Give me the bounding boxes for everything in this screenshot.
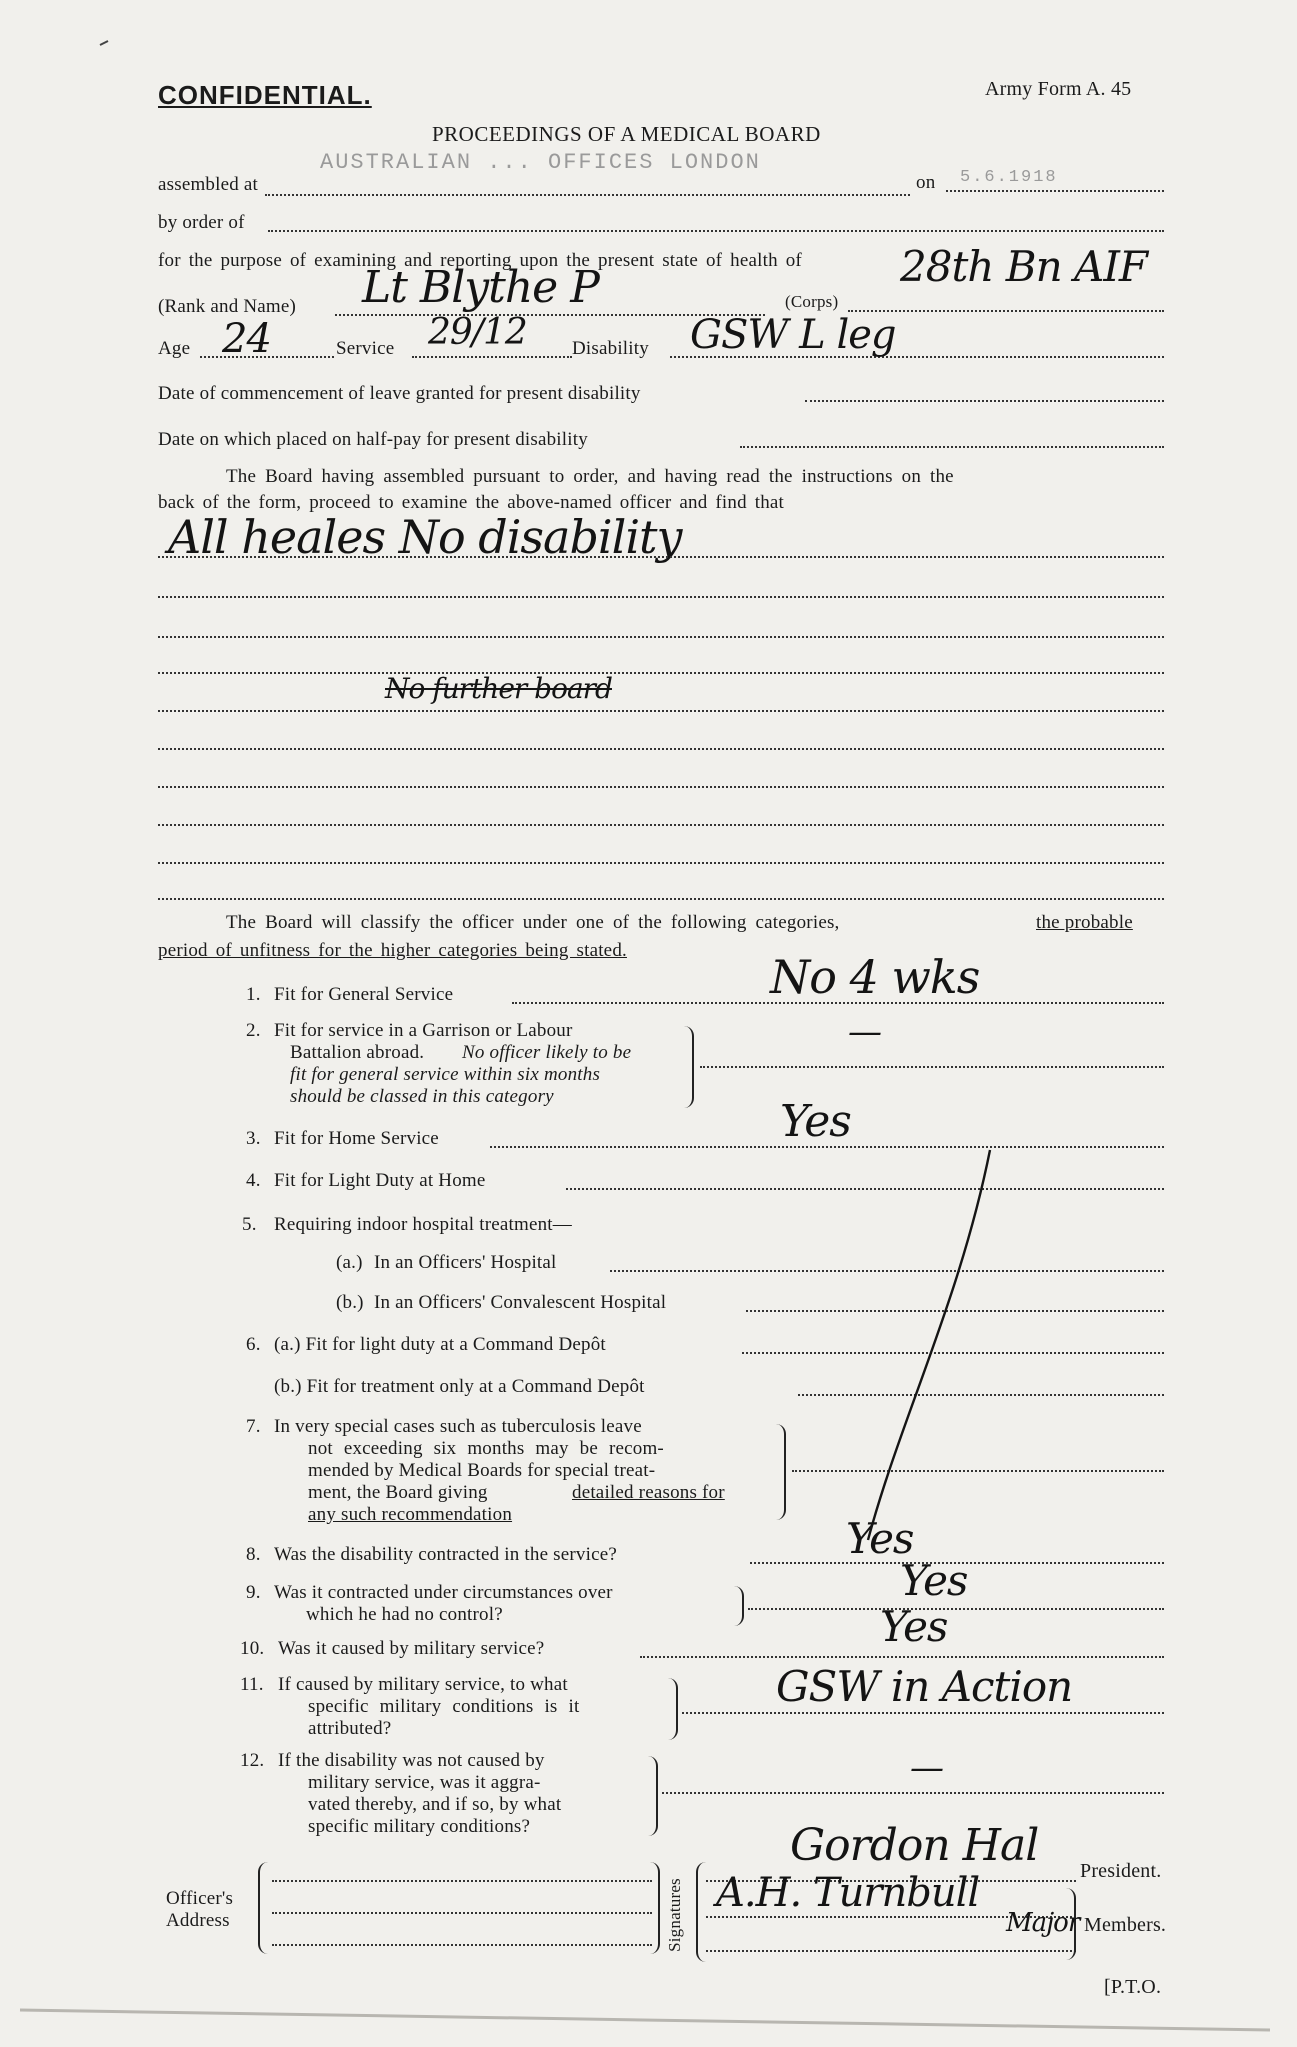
scan-mark (100, 41, 108, 45)
disability-label: Disability (572, 338, 649, 359)
item-8-answer: Yes (846, 1514, 914, 1563)
form-title: PROCEEDINGS OF A MEDICAL BOARD (432, 122, 821, 146)
item-10-number: 10. (240, 1638, 265, 1659)
item-12-answer: — (910, 1748, 943, 1788)
item-12-text2: military service, was it aggra- (308, 1772, 541, 1793)
item-3-answer: Yes (780, 1096, 851, 1147)
item-7-text: In very special cases such as tuberculosis leave (274, 1416, 642, 1437)
item-6-number: 6. (246, 1334, 261, 1355)
rank-name-handwritten: Lt Blythe P (362, 262, 599, 313)
rank-name-label: (Rank and Name) (158, 296, 297, 317)
findings-intro-2: back of the form, proceed to examine the above-named officer and find that (158, 492, 785, 513)
item-7-text4-underlined: detailed reasons for (572, 1482, 725, 1503)
item-7-text4: ment, the Board giving (308, 1482, 488, 1503)
disability-handwritten: GSW L leg (690, 312, 896, 358)
item-10-text: Was it caused by military service? (278, 1638, 545, 1659)
item-12-text: If the disability was not caused by (278, 1750, 545, 1771)
item-2-note2: fit for general service within six months (290, 1064, 601, 1085)
item-2-text: Fit for service in a Garrison or Labour (274, 1020, 573, 1041)
signatures-label: Signatures (664, 1878, 684, 1952)
by-order-label: by order of (158, 212, 245, 233)
item-12-number: 12. (240, 1750, 265, 1771)
item-9-answer: Yes (900, 1556, 968, 1605)
officers-address-label-1: Officer's (166, 1888, 234, 1909)
item-12-text4: specific military conditions? (308, 1816, 531, 1837)
item-5-number: 5. (242, 1214, 257, 1235)
member-rank: Major (1006, 1908, 1080, 1938)
item-11-number: 11. (240, 1674, 264, 1695)
on-label: on (916, 172, 936, 193)
item-4-number: 4. (246, 1170, 261, 1191)
item-7-text3: mended by Medical Boards for special treat- (308, 1460, 656, 1481)
classify-intro-2: period of unfitness for the higher categories being stated. (158, 940, 627, 961)
item-1-text: Fit for General Service (274, 984, 454, 1005)
item-11-text3: attributed? (308, 1718, 392, 1739)
assembled-at-label: assembled at (158, 174, 259, 195)
item-2-answer: — (848, 1012, 881, 1052)
corps-handwritten: 28th Bn AIF (900, 242, 1148, 291)
item-11-text: If caused by military service, to what (278, 1674, 568, 1695)
president-signature: Gordon Hal (790, 1820, 1039, 1871)
item-5a-number: (a.) (336, 1252, 363, 1273)
halfpay-label: Date on which placed on half-pay for present disability (158, 429, 588, 450)
item-8-number: 8. (246, 1544, 261, 1565)
item-9-text: Was it contracted under circumstances over (274, 1582, 613, 1603)
service-handwritten: 29/12 (428, 312, 527, 353)
members-label: Members. (1084, 1914, 1167, 1936)
item-1-answer: No 4 wks (770, 950, 980, 1004)
item-10-answer: Yes (880, 1602, 948, 1651)
item-5a-text: In an Officers' Hospital (374, 1252, 557, 1273)
item-7-text5: any such recommendation (308, 1504, 513, 1525)
item-5b-text: In an Officers' Convalescent Hospital (374, 1292, 667, 1313)
item-3-text: Fit for Home Service (274, 1128, 439, 1149)
item-5-text: Requiring indoor hospital treatment— (274, 1214, 572, 1235)
item-4-text: Fit for Light Duty at Home (274, 1170, 486, 1191)
corps-label: (Corps) (785, 292, 839, 311)
finding-handwritten: All heales No disability (168, 510, 682, 564)
item-7-text2: not exceeding six months may be recom- (308, 1438, 664, 1459)
member-signature: A.H. Turnbull (716, 1870, 980, 1916)
age-handwritten: 24 (222, 316, 271, 362)
finding-struck-handwritten: No further board (385, 672, 612, 705)
item-6a-text: (a.) Fit for light duty at a Command Depôt (274, 1334, 606, 1355)
item-6b-text: (b.) Fit for treatment only at a Command Depôt (274, 1376, 645, 1397)
item-2-note3: should be classed in this category (290, 1086, 554, 1107)
item-2-number: 2. (246, 1020, 261, 1041)
service-label: Service (336, 338, 395, 359)
item-12-text3: vated thereby, and if so, by what (308, 1794, 562, 1815)
age-label: Age (158, 338, 191, 359)
leave-label: Date of commencement of leave granted for present disability (158, 383, 641, 404)
item-9-number: 9. (246, 1582, 261, 1603)
item-2-text2: Battalion abroad. (290, 1042, 425, 1063)
president-label: President. (1080, 1860, 1162, 1882)
army-form-number: Army Form A. 45 (985, 78, 1132, 100)
scan-edge-line (20, 2010, 1270, 2030)
item-5b-number: (b.) (336, 1292, 364, 1313)
item-8-text: Was the disability contracted in the service? (274, 1544, 618, 1565)
item-1-number: 1. (246, 984, 261, 1005)
confidential-heading: CONFIDENTIAL. (158, 80, 372, 110)
pto-label: [P.T.O. (1104, 1976, 1162, 1998)
purpose-text: for the purpose of examining and reporting upon the present state of health of (158, 250, 802, 271)
item-11-text2: specific military conditions is it (308, 1696, 580, 1717)
diagonal-strike-line (868, 1150, 990, 1540)
item-9-text2: which he had no control? (306, 1604, 503, 1625)
findings-intro-1: The Board having assembled pursuant to order, and having read the instructions on the (226, 466, 954, 487)
classify-intro-1b: the probable (1036, 912, 1133, 933)
item-2-note1: No officer likely to be (462, 1042, 632, 1063)
on-date-stamp: 5.6.1918 (960, 168, 1058, 187)
item-11-answer: GSW in Action (776, 1662, 1073, 1711)
item-3-number: 3. (246, 1128, 261, 1149)
item-7-number: 7. (246, 1416, 261, 1437)
classify-intro-1: The Board will classify the officer under one of the following categories, (226, 912, 840, 933)
assembled-at-stamp: AUSTRALIAN ... OFFICES LONDON (320, 150, 761, 175)
officers-address-label-2: Address (166, 1910, 230, 1931)
